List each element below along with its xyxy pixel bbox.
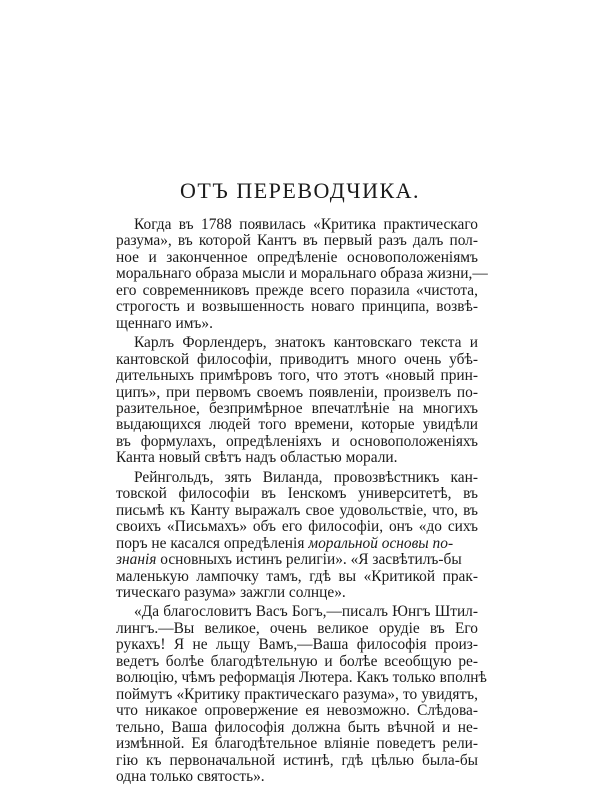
- text-line: Карлъ Форлендеръ, знатокъ кантовскаго текста и: [134, 334, 478, 352]
- paragraph: [116, 216, 488, 332]
- text-line: письмѣ къ Канту выражалъ свое удовольствіе, что, въ: [116, 501, 478, 519]
- paragraph: [116, 335, 478, 467]
- text-line: товской философіи въ Іенскомъ университетѣ, въ: [116, 485, 478, 503]
- body-text: [116, 216, 488, 788]
- text-line: ципъ», при первомъ своемъ появленіи, произвелъ по-: [116, 383, 478, 401]
- text-line: своихъ «Письмахъ» объ его философіи, онъ «до сихъ: [116, 518, 478, 536]
- text-line: моральнаго образа мысли и моральнаго образа жизни,—: [116, 265, 488, 283]
- text-line: выдающихся людей того времени, которые увидѣли: [116, 416, 478, 434]
- text-line: что никакое опровержение ея невозможно. Слѣдова-: [116, 702, 478, 720]
- text-line: разительное, безпримѣрное впечатлѣніе на многихъ: [116, 399, 478, 417]
- text-line: гію къ первоначальной истинѣ, гдѣ цѣлью была-бы: [116, 751, 478, 769]
- text-line: кантовской философіи, приводитъ много очень убѣ-: [116, 350, 478, 368]
- text-line: тельно, Ваша философія должна быть вѣчной и не-: [116, 718, 478, 736]
- emphasis-text: моральной основы по-: [308, 534, 454, 552]
- page-title: ОТЪ ПЕРЕВОДЧИКА.: [179, 178, 421, 203]
- text-line: дительныхъ примѣровъ того, что этотъ «новый прин-: [116, 367, 478, 385]
- text-line: волюцію, чѣмъ реформація Лютера. Какъ только вполнѣ: [116, 669, 487, 687]
- text-line: одна только святость».: [116, 767, 265, 785]
- text-line: «Да благословитъ Васъ Богъ,—писалъ Юнгъ Штил-: [134, 603, 478, 621]
- text-line: Рейнгольдъ, зять Виланда, провозвѣстникъ кан-: [134, 468, 478, 486]
- text-line: въ формулахъ, опредѣленіяхъ и основоположеніяхъ: [116, 432, 478, 450]
- text-line: щеннаго имъ».: [116, 314, 213, 332]
- text-segment: поръ не касался опредѣленія: [116, 534, 309, 552]
- text-line: [116, 536, 478, 552]
- text-line: его современниковъ прежде всего поразила «чистота,: [116, 281, 478, 299]
- text-line: рукахъ! Я не льщу Вамъ,—Ваша философія произ-: [116, 636, 478, 654]
- text-line: измѣнной. Ея благодѣтельное вліяніе поведетъ рели-: [116, 735, 478, 753]
- text-line: Когда въ 1788 появилась «Критика практическаго: [134, 216, 478, 233]
- text-segment: основныхъ истинъ религіи». «Я засвѣтилъ-бы: [156, 551, 462, 569]
- text-line: маленькую лампочку тамъ, гдѣ вы «Критикой прак-: [116, 567, 478, 585]
- paragraph: [116, 470, 478, 602]
- text-line: лингъ.—Вы великое, очень великое орудіе въ Его: [116, 619, 478, 637]
- text-line: тическаго разума» зажгли солнце».: [116, 583, 346, 601]
- text-line: Канта новый свѣтъ надъ областью морали.: [116, 449, 398, 467]
- text-line: поймутъ «Критику практическаго разума», то увидятъ,: [116, 685, 478, 703]
- text-line: разума», въ которой Кантъ въ первый разъ далъ пол-: [116, 232, 478, 250]
- emphasis-text: знанія: [116, 551, 157, 569]
- text-line: ведетъ болѣе благодѣтельную и болѣе всеобщую ре-: [116, 652, 478, 670]
- paragraph: [116, 603, 487, 785]
- text-line: ное и законченное опредѣленіе основоположеніямъ: [116, 248, 478, 266]
- text-line: [116, 552, 478, 568]
- text-line: строгость и возвышенность новаго принципа, возвѣ-: [116, 298, 478, 316]
